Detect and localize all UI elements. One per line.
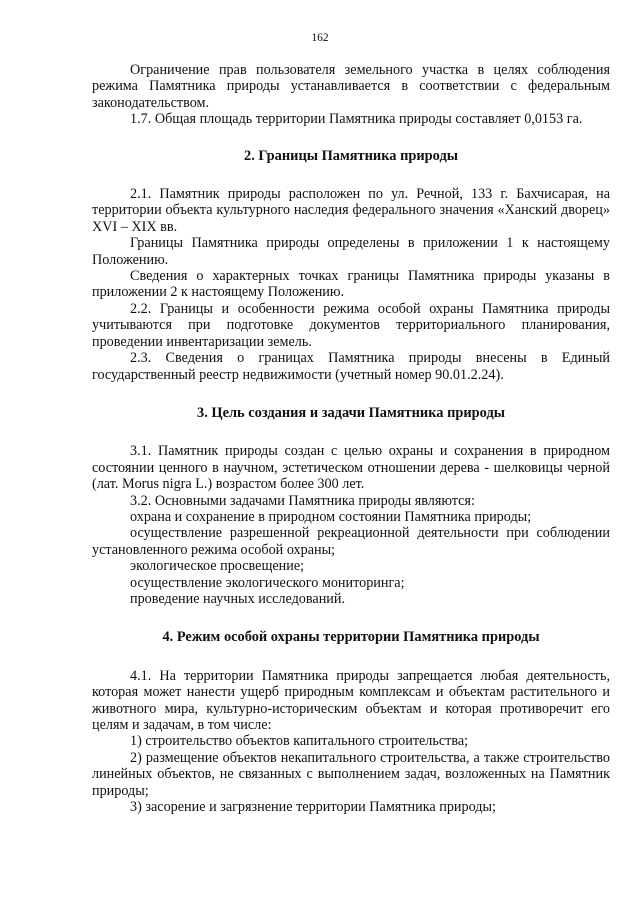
paragraph: Ограничение прав пользователя земельного участка в целях соблюдения режима Памятника природы устанавливается в соответствии с федеральным законодательством. xyxy=(92,62,610,111)
paragraph: 3.2. Основными задачами Памятника природы являются: xyxy=(130,492,475,509)
section-heading-4: 4. Режим особой охраны территории Памятника природы xyxy=(162,629,540,646)
list-item: экологическое просвещение; xyxy=(130,558,305,575)
paragraph: 2.3. Сведения о границах Памятника природы внесены в Единый государственный реестр недвижимости (учетный номер 90.01.2.24). xyxy=(92,350,610,383)
paragraph: 4.1. На территории Памятника природы запрещается любая деятельность, которая может нанести ущерб природным комплексам и объектам растительного и животного мира, культурно-историческим объектам и которая противоречит его целям и задачам, в том числе: xyxy=(92,667,610,733)
paragraph: Сведения о характерных точках границы Памятника природы указаны в приложении 2 к настоящему Положению. xyxy=(92,268,610,301)
list-item: осуществление разрешенной рекреационной деятельности при соблюдении установленного режима особой охраны; xyxy=(92,525,610,558)
paragraph: 2.1. Памятник природы расположен по ул. Речной, 133 г. Бахчисарая, на территории объекта культурного наследия федерального значения «Ханский дворец» XVI – XIX вв. xyxy=(92,186,610,235)
page-number: 162 xyxy=(311,32,329,44)
paragraph: 2.2. Границы и особенности режима особой охраны Памятника природы учитываются при подготовке документов территориального планирования, проведении инвентаризации земель. xyxy=(92,300,610,350)
document-body xyxy=(92,62,610,815)
paragraph: 1.7. Общая площадь территории Памятника природы составляет 0,0153 га. xyxy=(130,111,583,128)
list-item: охрана и сохранение в природном состоянии Памятника природы; xyxy=(130,508,532,525)
list-item: 1) строительство объектов капитального строительства; xyxy=(130,733,469,750)
paragraph: Границы Памятника природы определены в приложении 1 к настоящему Положению. xyxy=(92,235,610,268)
paragraph: 3.1. Памятник природы создан с целью охраны и сохранения в природном состоянии ценного в научном, эстетическом отношении дерева - шелковицы черной (лат. Morus nigra L.) возрастом более 300 лет. xyxy=(92,443,610,493)
list-item: 2) размещение объектов некапитального строительства, а также строительство линейных объектов, не связанных с выполнением задач, возложенных на Памятник природы; xyxy=(92,749,610,799)
list-item: проведение научных исследований. xyxy=(130,590,346,607)
section-heading-3: 3. Цель создания и задачи Памятника природы xyxy=(197,404,505,421)
list-item: осуществление экологического мониторинга; xyxy=(130,574,405,591)
list-item: 3) засорение и загрязнение территории Памятника природы; xyxy=(130,799,496,816)
section-heading-2: 2. Границы Памятника природы xyxy=(244,147,458,164)
